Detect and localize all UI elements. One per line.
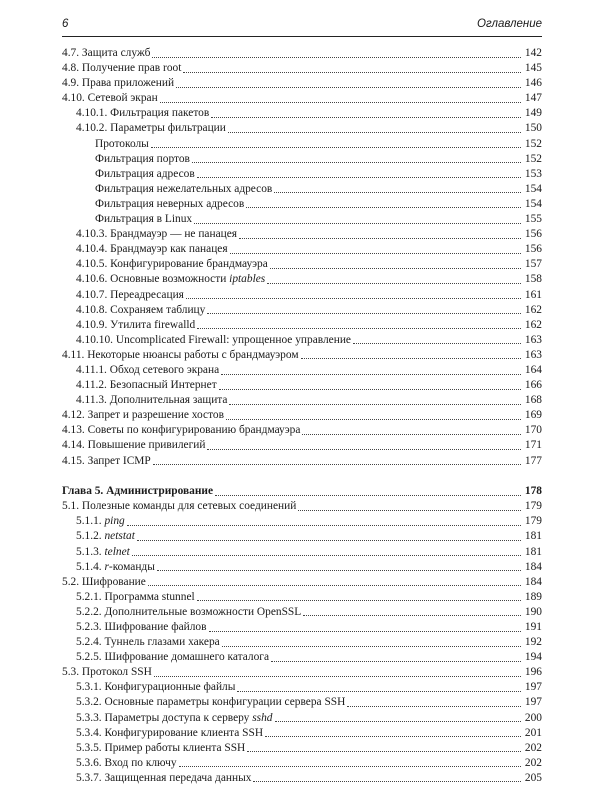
toc-entry-title xyxy=(95,182,273,197)
toc-page-number: 162 xyxy=(524,303,542,316)
toc-entry-title xyxy=(76,227,238,242)
toc-title-part: 4.14. Повышение привилегий xyxy=(62,439,206,452)
toc-entry-title xyxy=(76,363,220,378)
toc-title-part: 4.15. Запрет ICMP xyxy=(62,454,151,467)
toc-page-number: 184 xyxy=(524,575,542,588)
toc-title-part: 4.10.7. Переадресация xyxy=(76,288,184,301)
toc-entry[interactable] xyxy=(62,333,542,348)
toc-page-number: 147 xyxy=(524,92,542,105)
toc-page-number: 145 xyxy=(524,62,542,75)
toc-entry[interactable] xyxy=(62,121,542,136)
toc-title-part: 4.10.5. Конфигурирование брандмауэра xyxy=(76,258,268,271)
toc-title-part: 5.1.2. xyxy=(76,530,105,543)
toc-title-part: 5.2.4. Туннель глазами хакера xyxy=(76,636,220,649)
dot-leader xyxy=(228,131,521,133)
toc-page-number: 205 xyxy=(524,771,542,784)
toc-title-part: 4.11.3. Дополнительная защита xyxy=(76,394,228,407)
toc-entry[interactable] xyxy=(62,363,542,378)
dot-leader xyxy=(197,599,521,601)
toc-entry[interactable] xyxy=(62,665,542,680)
toc-entry-title xyxy=(62,76,175,91)
dot-leader xyxy=(215,494,521,496)
toc-page-number: 154 xyxy=(524,182,542,195)
dot-leader xyxy=(301,357,521,359)
toc-entry-title xyxy=(76,680,236,695)
toc-page-number: 202 xyxy=(524,741,542,754)
toc-page-number: 191 xyxy=(524,620,542,633)
toc-entry-title xyxy=(76,393,228,408)
dot-leader xyxy=(222,645,521,647)
toc-entry[interactable] xyxy=(62,272,542,287)
toc-title-part: 4.10.8. Сохраняем таблицу xyxy=(76,303,206,316)
toc-entry[interactable] xyxy=(62,560,542,575)
toc-page-number: 166 xyxy=(524,379,542,392)
toc-entry[interactable] xyxy=(62,590,542,605)
toc-title-part: 5.3.5. Пример работы клиента SSH xyxy=(76,741,246,754)
dot-leader xyxy=(176,86,521,88)
toc-title-part: Фильтрация адресов xyxy=(95,167,195,180)
dot-leader xyxy=(151,146,521,148)
dot-leader xyxy=(132,554,521,556)
toc-title-part: 5.1.3. xyxy=(76,545,105,558)
toc-title-part: 4.12. Запрет и разрешение хостов xyxy=(62,409,224,422)
toc-page-number: 163 xyxy=(524,333,542,346)
toc-title-italic-part: netstat xyxy=(104,530,135,543)
toc-page-number: 179 xyxy=(524,515,542,528)
toc-entry-title xyxy=(62,438,206,453)
toc-entry-title xyxy=(62,348,300,363)
toc-entry[interactable] xyxy=(62,423,542,438)
toc-entry-title xyxy=(76,590,196,605)
toc-page-number: 194 xyxy=(524,651,542,664)
toc-entry-title xyxy=(95,152,191,167)
dot-leader xyxy=(153,463,521,465)
toc-entry[interactable] xyxy=(62,227,542,242)
toc-title-part: 5.1. Полезные команды для сетевых соединений xyxy=(62,500,297,513)
toc-entry-title xyxy=(62,423,301,438)
toc-entry-title xyxy=(62,499,297,514)
dot-leader xyxy=(194,222,521,224)
toc-page-number: 155 xyxy=(524,213,542,226)
toc-title-part: Протоколы xyxy=(95,137,149,150)
dot-leader xyxy=(246,206,521,208)
toc-entry-title xyxy=(76,545,131,560)
dot-leader xyxy=(207,312,521,314)
toc-entry-title xyxy=(62,61,182,76)
toc-entry-title xyxy=(76,272,266,287)
toc-entry[interactable] xyxy=(62,182,542,197)
toc-title-italic-part: ping xyxy=(104,515,125,528)
toc-entry[interactable] xyxy=(62,76,542,91)
dot-leader xyxy=(127,524,521,526)
dot-leader xyxy=(229,403,521,405)
toc-title-part: 5.3. Протокол SSH xyxy=(62,666,152,679)
toc-entry[interactable] xyxy=(62,393,542,408)
toc-entry-title xyxy=(76,333,352,348)
toc-entry-title xyxy=(76,620,208,635)
toc-entry[interactable] xyxy=(62,454,542,469)
toc-entry-title xyxy=(62,46,151,61)
toc-entry[interactable] xyxy=(62,242,542,257)
toc-title-part: 5.3.4. Конфигурирование клиента SSH xyxy=(76,726,264,739)
toc-entry-title xyxy=(76,560,156,575)
toc-entry[interactable] xyxy=(62,545,542,560)
toc-title-part: 5.3.6. Вход по ключу xyxy=(76,756,177,769)
toc-page-number: 162 xyxy=(524,318,542,331)
dot-leader xyxy=(226,418,521,420)
dot-leader xyxy=(137,539,521,541)
toc-entry-title xyxy=(95,137,150,152)
toc-title-part: -команды xyxy=(108,560,155,573)
toc-page-number: 178 xyxy=(524,485,542,498)
toc-entry[interactable] xyxy=(62,514,542,529)
toc-entry-title xyxy=(76,605,302,620)
toc-entry[interactable] xyxy=(62,408,542,423)
table-of-contents xyxy=(62,46,542,786)
toc-title-part: Фильтрация неверных адресов xyxy=(95,197,245,210)
toc-page-number: 177 xyxy=(524,454,542,467)
toc-entry[interactable] xyxy=(62,650,542,665)
toc-entry[interactable] xyxy=(62,197,542,212)
toc-title-part: 5.2. Шифрование xyxy=(62,575,146,588)
toc-page-number: 200 xyxy=(524,711,542,724)
toc-title-part: 4.10.10. Uncomplicated Firewall: упрощенное управление xyxy=(76,333,351,346)
toc-entry[interactable] xyxy=(62,106,542,121)
toc-entry-title xyxy=(62,454,152,469)
toc-entry[interactable] xyxy=(62,438,542,453)
toc-page-number: 161 xyxy=(524,288,542,301)
toc-page-number: 170 xyxy=(524,424,542,437)
toc-page-number: 189 xyxy=(524,590,542,603)
toc-title-part: 4.7. Защита служб xyxy=(62,47,151,59)
toc-entry-title xyxy=(76,650,270,665)
dot-leader xyxy=(152,56,521,58)
toc-page-number: 152 xyxy=(524,137,542,150)
toc-entry-title xyxy=(76,121,227,136)
dot-leader xyxy=(148,584,521,586)
toc-entry[interactable] xyxy=(62,152,542,167)
dot-leader xyxy=(271,660,521,662)
toc-title-part: 5.2.1. Программа stunnel xyxy=(76,590,195,603)
dot-leader xyxy=(267,282,521,284)
toc-entry-title xyxy=(62,484,214,499)
toc-entry-title xyxy=(62,575,147,590)
toc-page-number: 202 xyxy=(524,756,542,769)
toc-title-part: 5.3.3. Параметры доступа к серверу xyxy=(76,711,253,724)
toc-entry-title xyxy=(95,212,193,227)
dot-leader xyxy=(270,267,521,269)
toc-title-part: 4.8. Получение прав root xyxy=(62,62,182,75)
toc-entry-title xyxy=(76,303,206,318)
toc-entry-title xyxy=(76,756,178,771)
toc-title-part: 4.10.9. Утилита firewalld xyxy=(76,318,196,331)
dot-leader xyxy=(353,342,521,344)
toc-entry[interactable] xyxy=(62,726,542,741)
toc-page-number: 156 xyxy=(524,243,542,256)
dot-leader xyxy=(274,191,521,193)
dot-leader xyxy=(347,705,521,707)
page-number: 6 xyxy=(62,18,69,30)
dot-leader xyxy=(237,690,521,692)
toc-entry-title xyxy=(76,514,126,529)
toc-page-number: 197 xyxy=(524,696,542,709)
dot-leader xyxy=(154,675,521,677)
toc-entry[interactable] xyxy=(62,635,542,650)
dot-leader xyxy=(302,433,521,435)
toc-page-number: 168 xyxy=(524,394,542,407)
toc-page-number: 146 xyxy=(524,77,542,90)
toc-page-number: 156 xyxy=(524,228,542,241)
toc-page-number: 181 xyxy=(524,545,542,558)
toc-title-part: 4.10.4. Брандмауэр как панацея xyxy=(76,243,228,256)
toc-page-number: 158 xyxy=(524,273,542,286)
toc-page-number: 181 xyxy=(524,530,542,543)
toc-entry-title xyxy=(76,529,136,544)
toc-entry-title xyxy=(76,242,229,257)
toc-title-part: 5.2.2. Дополнительные возможности OpenSSL xyxy=(76,605,302,618)
toc-title-part: 4.10.1. Фильтрация пакетов xyxy=(76,107,210,120)
toc-entry[interactable] xyxy=(62,378,542,393)
toc-title-part: Глава 5. Администрирование xyxy=(62,485,214,498)
toc-page-number: 163 xyxy=(524,348,542,361)
toc-entry-title xyxy=(95,197,245,212)
toc-entry[interactable] xyxy=(62,771,542,786)
toc-page-number: 171 xyxy=(524,439,542,452)
toc-title-part: 5.3.2. Основные параметры конфигурации сервера SSH xyxy=(76,696,346,709)
toc-entry-title xyxy=(76,726,264,741)
toc-entry[interactable] xyxy=(62,529,542,544)
toc-title-part: 5.3.7. Защищенная передача данных xyxy=(76,771,252,784)
dot-leader xyxy=(221,373,521,375)
toc-entry[interactable] xyxy=(62,756,542,771)
dot-leader xyxy=(211,116,521,118)
toc-title-italic-part: sshd xyxy=(252,711,273,724)
toc-title-part: 4.11.2. Безопасный Интернет xyxy=(76,379,217,392)
toc-title-part: 5.1.4. xyxy=(76,560,105,573)
toc-page-number: 201 xyxy=(524,726,542,739)
toc-page-number: 153 xyxy=(524,167,542,180)
toc-title-part: 4.10.6. Основные возможности xyxy=(76,273,230,286)
dot-leader xyxy=(253,780,521,782)
toc-entry[interactable] xyxy=(62,257,542,272)
toc-entry-title xyxy=(76,106,210,121)
toc-entry[interactable] xyxy=(62,605,542,620)
toc-entry[interactable] xyxy=(62,318,542,333)
toc-entry-title xyxy=(62,408,225,423)
dot-leader xyxy=(197,327,521,329)
toc-entry[interactable] xyxy=(62,348,542,363)
dot-leader xyxy=(186,297,521,299)
page-header xyxy=(62,14,542,34)
toc-entry[interactable] xyxy=(62,288,542,303)
toc-entry[interactable] xyxy=(62,620,542,635)
dot-leader xyxy=(247,750,521,752)
toc-title-part: 4.9. Права приложений xyxy=(62,77,175,90)
toc-entry-title xyxy=(76,741,246,756)
dot-leader xyxy=(192,161,521,163)
toc-title-part: 4.11.1. Обход сетевого экрана xyxy=(76,363,220,376)
toc-title-part: 5.3.1. Конфигурационные файлы xyxy=(76,681,236,694)
toc-entry[interactable] xyxy=(62,680,542,695)
toc-page-number: 169 xyxy=(524,409,542,422)
toc-page-number: 164 xyxy=(524,363,542,376)
toc-entry[interactable] xyxy=(62,303,542,318)
toc-entry-title xyxy=(76,378,218,393)
toc-entry[interactable] xyxy=(62,499,542,514)
header-rule xyxy=(62,36,542,37)
dot-leader xyxy=(303,614,521,616)
running-title: Оглавление xyxy=(477,18,542,30)
toc-entry-title xyxy=(62,91,159,106)
toc-entry[interactable] xyxy=(62,212,542,227)
toc-entry-title xyxy=(76,771,252,786)
toc-entry[interactable] xyxy=(62,61,542,76)
toc-page-number: 149 xyxy=(524,107,542,120)
toc-entry[interactable] xyxy=(62,46,542,61)
toc-page-number: 152 xyxy=(524,152,542,165)
toc-page-number: 154 xyxy=(524,197,542,210)
toc-title-italic-part: telnet xyxy=(104,545,130,558)
toc-entry-title xyxy=(76,318,196,333)
toc-title-part: Фильтрация портов xyxy=(95,152,190,165)
toc-entry-title xyxy=(95,167,196,182)
toc-page-number: 184 xyxy=(524,560,542,573)
toc-title-italic-part: r xyxy=(104,560,109,573)
toc-page-number: 157 xyxy=(524,258,542,271)
toc-entry[interactable] xyxy=(62,137,542,152)
dot-leader xyxy=(265,735,521,737)
toc-entry-title xyxy=(76,257,269,272)
toc-title-part: 4.10.2. Параметры фильтрации xyxy=(76,122,226,135)
toc-entry-title xyxy=(76,711,274,726)
dot-leader xyxy=(207,448,521,450)
dot-leader xyxy=(197,176,521,178)
dot-leader xyxy=(275,720,522,722)
dot-leader xyxy=(157,569,521,571)
toc-title-part: 4.13. Советы по конфигурированию брандмауэра xyxy=(62,424,301,437)
toc-title-part: 4.10.3. Брандмауэр — не панацея xyxy=(76,228,238,241)
toc-page-number: 190 xyxy=(524,605,542,618)
toc-title-italic-part: iptables xyxy=(229,273,266,286)
dot-leader xyxy=(183,71,521,73)
toc-title-part: 4.11. Некоторые нюансы работы с брандмауэром xyxy=(62,348,299,361)
toc-page-number: 150 xyxy=(524,122,542,135)
toc-title-part: 5.1.1. xyxy=(76,515,105,528)
toc-entry-title xyxy=(76,635,221,650)
toc-title-part: 5.2.3. Шифрование файлов xyxy=(76,620,207,633)
toc-page-number: 179 xyxy=(524,500,542,513)
dot-leader xyxy=(179,765,521,767)
toc-title-part: 4.10. Сетевой экран xyxy=(62,92,158,105)
toc-chapter-entry[interactable] xyxy=(62,484,542,499)
toc-page-number: 192 xyxy=(524,636,542,649)
toc-entry[interactable] xyxy=(62,167,542,182)
toc-entry-title xyxy=(76,695,346,710)
toc-page-number: 196 xyxy=(524,666,542,679)
dot-leader xyxy=(239,237,521,239)
dot-leader xyxy=(219,388,521,390)
dot-leader xyxy=(298,509,521,511)
toc-entry[interactable] xyxy=(62,741,542,756)
toc-entry-title xyxy=(76,288,185,303)
dot-leader xyxy=(209,630,521,632)
toc-entry[interactable] xyxy=(62,711,542,726)
toc-title-part: 5.2.5. Шифрование домашнего каталога xyxy=(76,651,270,664)
toc-entry[interactable] xyxy=(62,695,542,710)
toc-title-part: Фильтрация нежелательных адресов xyxy=(95,182,273,195)
toc-page-number: 142 xyxy=(524,47,542,59)
dot-leader xyxy=(160,101,521,103)
toc-entry[interactable] xyxy=(62,575,542,590)
toc-page-number: 197 xyxy=(524,681,542,694)
dot-leader xyxy=(230,252,521,254)
toc-title-part: Фильтрация в Linux xyxy=(95,213,193,226)
toc-entry-title xyxy=(62,665,153,680)
toc-entry[interactable] xyxy=(62,91,542,106)
